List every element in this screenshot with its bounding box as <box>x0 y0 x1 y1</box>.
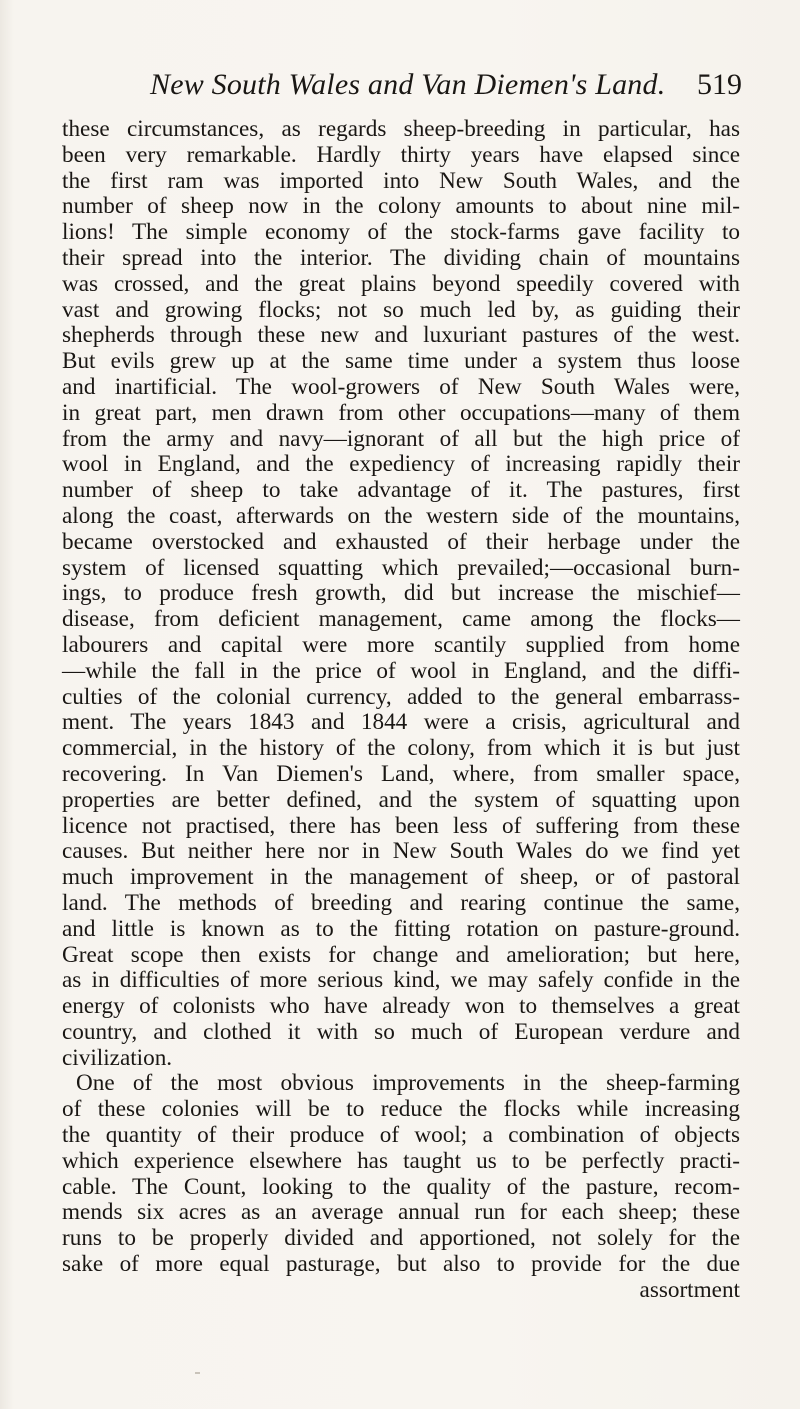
text-line: in great part, men drawn from other occupations—many of them <box>62 399 740 426</box>
text-line: number of sheep to take advantage of it. The pastures, first <box>62 477 740 504</box>
text-line: and inartificial. The wool-growers of New South Wales were, <box>62 373 740 400</box>
text-line: as in difficulties of more serious kind, we may safely confide in the <box>62 967 740 994</box>
text-line: number of sheep now in the colony amounts to about nine mil- <box>62 193 740 220</box>
text-line: ings, to produce fresh growth, did but increase the mischief— <box>62 580 740 607</box>
text-line: commercial, in the history of the colony, from which it is but just <box>62 735 740 762</box>
text-line: the first ram was imported into New South Wales, and the <box>62 167 740 194</box>
text-line: which experience elsewhere has taught us to be perfectly practi- <box>62 1147 740 1174</box>
text-line: system of licensed squatting which prevailed;—occasional burn- <box>62 554 740 581</box>
text-line: causes. But neither here nor in New South Wales do we find yet <box>62 838 740 865</box>
text-line: vast and growing flocks; not so much led by, as guiding their <box>62 296 740 323</box>
paragraph-end-line: civilization. <box>62 1044 173 1071</box>
text-line: these circumstances, as regards sheep-breeding in particular, has <box>62 116 740 142</box>
text-line: became overstocked and exhausted of their herbage under the <box>62 528 740 555</box>
text-line: runs to be properly divided and apportioned, not solely for the <box>62 1225 740 1252</box>
text-line: labourers and capital were more scantily supplied from home <box>62 631 740 658</box>
text-line: country, and clothed it with so much of European verdure and <box>62 1018 740 1045</box>
text-line: of these colonies will be to reduce the flocks while increasing <box>62 1096 740 1123</box>
text-line: properties are better defined, and the system of squatting upon <box>62 786 740 813</box>
text-line: cable. The Count, looking to the quality of the pasture, recom- <box>62 1173 740 1200</box>
text-line: land. The methods of breeding and rearing continue the same, <box>62 889 740 916</box>
text-line: from the army and navy—ignorant of all but the high price of <box>62 425 740 452</box>
text-line: sake of more equal pasturage, but also to provide for the due <box>62 1251 740 1278</box>
text-line: But evils grew up at the same time under a system thus loose <box>62 348 740 375</box>
text-line: —while the fall in the price of wool in England, and the diffi- <box>62 657 740 684</box>
text-line: shepherds through these new and luxuriant pastures of the west. <box>62 322 740 349</box>
text-line: licence not practised, there has been less of suffering from these <box>62 812 740 839</box>
paper-speck <box>195 1372 200 1374</box>
body-text <box>62 117 740 1304</box>
text-line: disease, from deficient management, came among the flocks— <box>62 606 740 633</box>
text-line: their spread into the interior. The dividing chain of mountains <box>62 244 740 271</box>
page-number: 519 <box>697 68 742 101</box>
text-line: Great scope then exists for change and amelioration; but here, <box>62 941 740 968</box>
running-title: New South Wales and Van Diemen's Land. <box>150 68 666 101</box>
text-line: ment. The years 1843 and 1844 were a crisis, agricultural and <box>62 709 740 736</box>
text-line: energy of colonists who have already won to themselves a great <box>62 993 740 1020</box>
paragraph-start-line: One of the most obvious improvements in the sheep-farming <box>76 1070 740 1097</box>
page-header <box>144 68 742 112</box>
text-line: mends six acres as an average annual run for each sheep; these <box>62 1199 740 1226</box>
text-line: and little is known as to the fitting rotation on pasture-ground. <box>62 915 740 942</box>
text-line: along the coast, afterwards on the western side of the mountains, <box>62 502 740 529</box>
text-line: recovering. In Van Diemen's Land, where, from smaller space, <box>62 760 740 787</box>
text-line: been very remarkable. Hardly thirty years have elapsed since <box>62 141 740 168</box>
text-line: was crossed, and the great plains beyond speedily covered with <box>62 270 740 297</box>
text-line: much improvement in the management of sheep, or of pastoral <box>62 864 740 891</box>
text-line: the quantity of their produce of wool; a combination of objects <box>62 1122 740 1149</box>
catchword: assortment <box>639 1276 740 1303</box>
text-line: culties of the colonial currency, added to the general embarrass- <box>62 683 740 710</box>
text-line: wool in England, and the expediency of increasing rapidly their <box>62 451 740 478</box>
text-line: lions! The simple economy of the stock-farms gave facility to <box>62 219 740 246</box>
